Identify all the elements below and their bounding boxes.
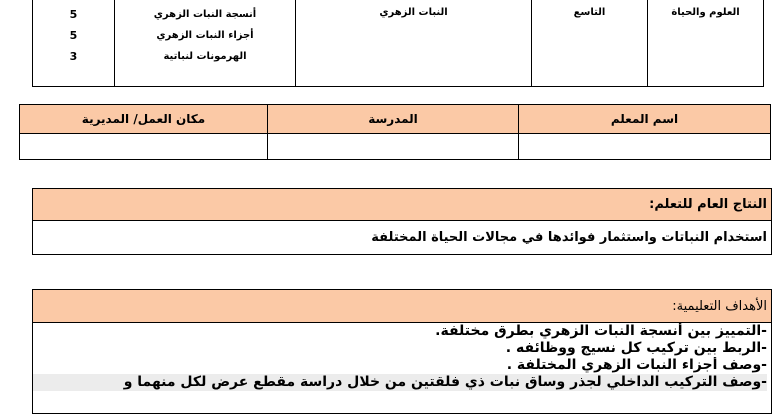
unit-info-table xyxy=(32,0,764,87)
teacher-info-table xyxy=(19,104,771,160)
teacher-name-header: اسم المعلم xyxy=(519,105,771,134)
lesson-title: أنسجة النبات الزهري xyxy=(153,9,257,20)
lesson-periods: 5 xyxy=(69,29,78,42)
lesson-periods: 5 xyxy=(69,8,78,21)
subject-text: العلوم والحياة xyxy=(671,7,740,18)
unit-text: النبات الزهري xyxy=(379,7,448,18)
learning-outcome-title: النتاج العام للتعلم: xyxy=(33,189,772,221)
workplace-cell xyxy=(20,134,268,160)
objective-item: -الربط بين تركيب كل نسيج ووظائفه . xyxy=(505,340,767,356)
learning-outcome-text: استخدام النباتات واستثمار فوائدها في مجالات الحياة المختلفة xyxy=(33,221,772,255)
grade-text: التاسع xyxy=(573,7,606,18)
lesson-periods: 3 xyxy=(69,50,78,63)
objectives-title: الأهداف التعليمية: xyxy=(33,290,772,323)
objective-item: -التمييز بين أنسجة النبات الزهري بطرق مختلفة. xyxy=(435,323,767,339)
subject-cell xyxy=(648,0,764,87)
learning-outcome-box xyxy=(32,188,772,255)
workplace-header: مكان العمل/ المديرية xyxy=(20,105,268,134)
school-cell xyxy=(268,134,519,160)
unit-cell xyxy=(296,0,532,87)
lesson-title: الهرمونات لنباتية xyxy=(163,51,247,62)
objective-item: -وصف التركيب الداخلي لجذر وساق نبات ذي فلقتين من خلال دراسة مقطع عرض لكل منهما و xyxy=(33,374,767,391)
objectives-box xyxy=(32,289,772,414)
lessons-cell xyxy=(115,0,296,87)
objective-item: -وصف أجزاء النبات الزهري المختلفة . xyxy=(506,357,767,373)
lesson-title: أجزاء النبات الزهري xyxy=(156,30,254,41)
periods-cell xyxy=(33,0,115,87)
school-header: المدرسة xyxy=(268,105,519,134)
teacher-name-cell xyxy=(519,134,771,160)
objectives-list xyxy=(33,323,772,414)
grade-cell xyxy=(532,0,648,87)
